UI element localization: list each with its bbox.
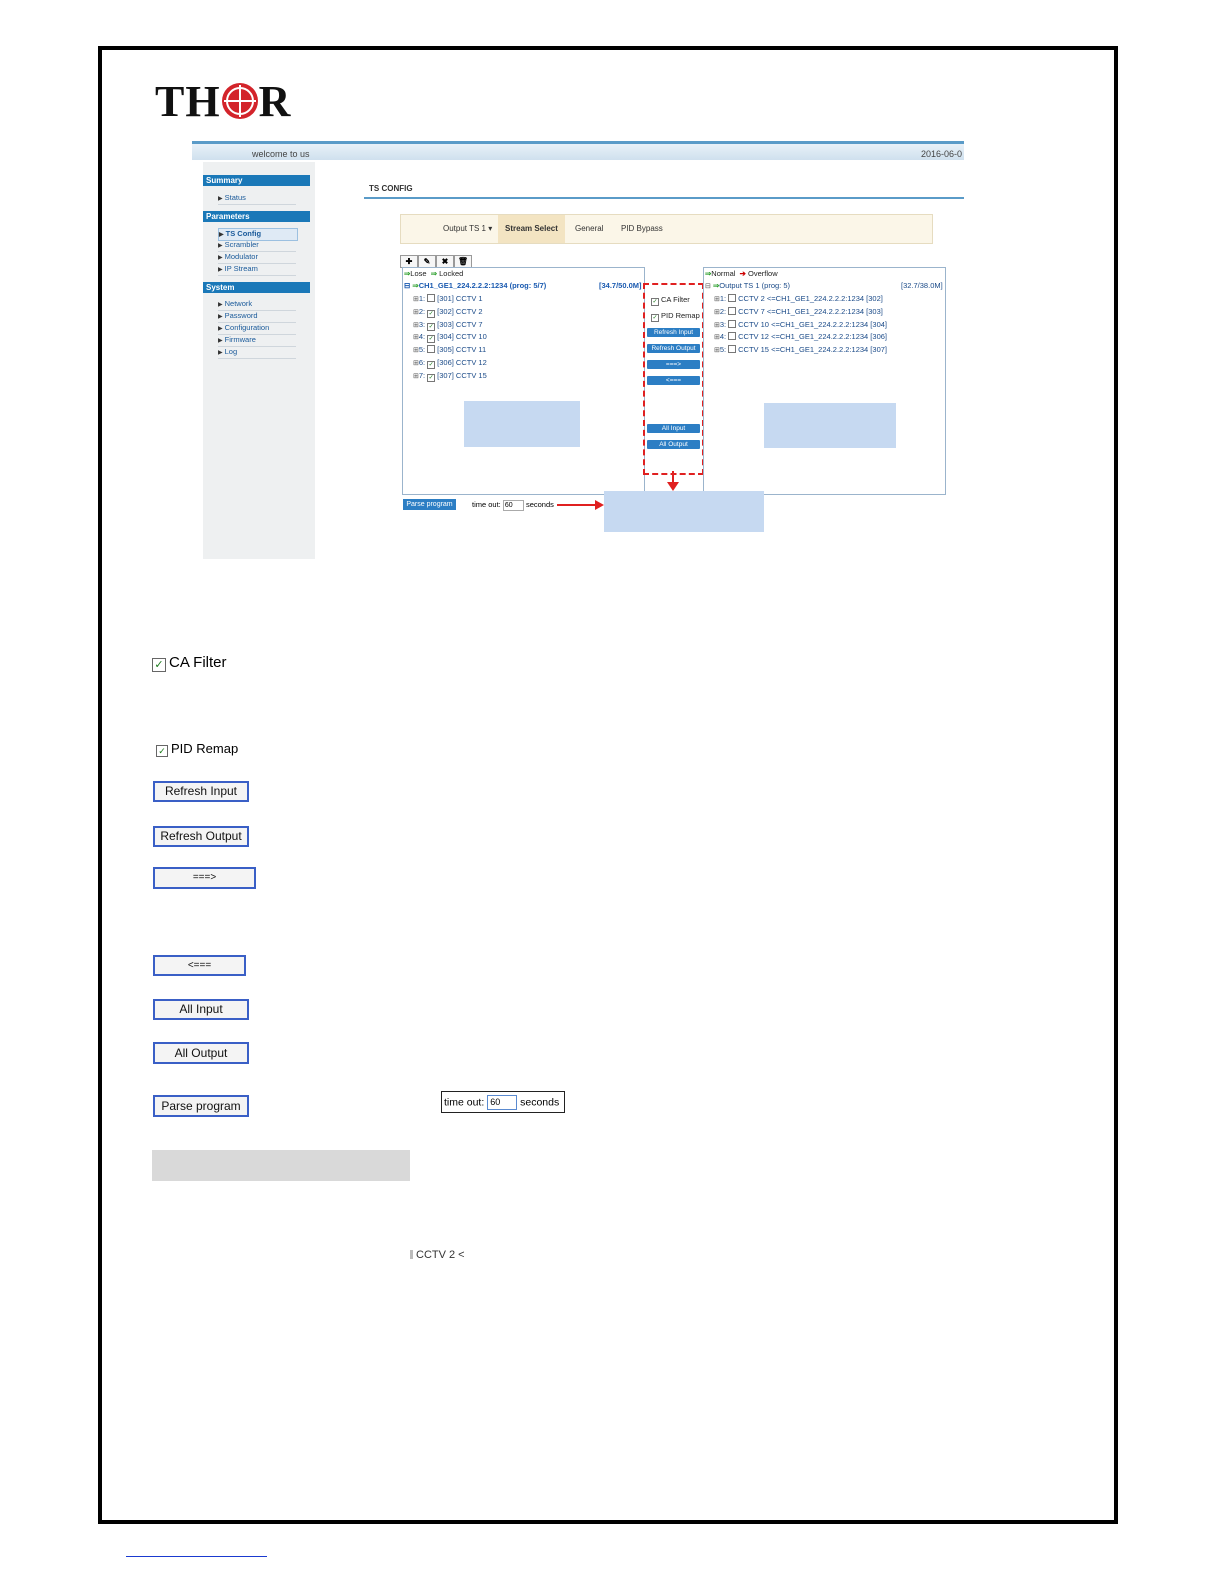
sidebar-section-system: System <box>203 282 310 293</box>
ts-config-screenshot <box>192 141 964 559</box>
ca-filter-checkbox[interactable]: ✓ CA Filter <box>652 295 690 305</box>
highlight-box <box>643 283 704 475</box>
checkbox[interactable] <box>728 345 736 353</box>
sidebar-item-password[interactable]: ▶ Password <box>218 311 296 323</box>
legend-to-input-button: <=== <box>153 955 246 976</box>
expand-icon[interactable]: ⊞ <box>413 347 419 355</box>
checkbox[interactable] <box>728 320 736 328</box>
output-legend: ⇒Normal ➔ Overflow <box>705 269 778 278</box>
move-to-input-button[interactable]: <=== <box>647 376 700 385</box>
sidebar-item-ts-config[interactable]: ▶ TS Config <box>218 228 298 241</box>
triangle-icon: ▶ <box>218 350 223 356</box>
triangle-icon: ▶ <box>218 255 223 261</box>
expand-icon[interactable]: ⊞ <box>714 347 720 355</box>
expand-icon[interactable]: ⊞ <box>413 308 419 316</box>
checkbox[interactable]: ✓ <box>428 323 434 330</box>
all-input-button[interactable]: All Input <box>647 424 700 433</box>
triangle-icon: ▶ <box>218 243 223 249</box>
triangle-icon: ▶ <box>218 267 223 273</box>
page-title: TS CONFIG <box>369 184 413 193</box>
tab-output-ts[interactable]: Output TS 1 ▾ <box>443 224 493 233</box>
placeholder-bar <box>152 1150 410 1181</box>
globe-icon <box>222 83 258 119</box>
pid-remap-checkbox[interactable]: ✓ PID Remap <box>652 311 700 321</box>
legend-parse-program-button: Parse program <box>153 1095 249 1117</box>
arrow-right-icon <box>557 504 597 506</box>
tab-pid-bypass[interactable]: PID Bypass <box>621 224 663 233</box>
arrow-down-head-icon <box>667 482 679 491</box>
date-text: 2016-06-0 <box>920 149 962 159</box>
expand-icon[interactable]: ⊞ <box>714 296 720 303</box>
checkbox[interactable] <box>728 294 736 302</box>
sidebar-item-configuration[interactable]: ▶ Configuration <box>218 323 296 335</box>
add-icon[interactable]: ✚ <box>400 255 418 268</box>
triangle-icon: ▶ <box>218 302 223 308</box>
expand-icon[interactable]: ⊞ <box>413 296 419 303</box>
expand-icon[interactable]: ⊞ <box>413 334 419 342</box>
legend-ca-filter: ✓ CA Filter <box>152 654 227 672</box>
arrow-right-head-icon <box>595 500 604 510</box>
checkbox[interactable] <box>728 307 736 315</box>
tab-general[interactable]: General <box>575 224 604 233</box>
cctv-snippet: CCTV 2 < <box>410 1249 465 1261</box>
sidebar <box>203 162 315 559</box>
expand-icon[interactable]: ⊞ <box>714 334 720 342</box>
output-program-row[interactable]: ⊞5: CCTV 15 <=CH1_GE1_224.2.2.2:1234 [307] <box>714 345 887 355</box>
legend-all-output-button: All Output <box>153 1042 249 1064</box>
sidebar-item-status[interactable]: ▶ Status <box>218 193 296 205</box>
welcome-text: welcome to us <box>252 149 310 159</box>
input-program-row[interactable]: ⊞1: [301] CCTV 1 <box>413 294 483 303</box>
input-channel-header[interactable]: ⊟ ⇒CH1_GE1_224.2.2.2:1234 (prog: 5/7) <box>404 281 547 290</box>
timeout-control: time out: 60 seconds <box>472 500 554 509</box>
sidebar-item-network[interactable]: ▶ Network <box>218 299 296 311</box>
thor-logo: TH R <box>155 77 292 126</box>
input-legend: ⇒Lose ⇒ Locked <box>404 269 464 278</box>
sidebar-item-log[interactable]: ▶ Log <box>218 347 296 359</box>
input-program-row[interactable]: ⊞4: ✓ [304] CCTV 10 <box>413 332 487 343</box>
input-program-row[interactable]: ⊞5: [305] CCTV 11 <box>413 345 487 355</box>
trash-icon[interactable]: 🗑 <box>454 255 472 268</box>
legend-refresh-input-button: Refresh Input <box>153 781 249 802</box>
tab-stream-select[interactable]: Stream Select <box>498 215 565 243</box>
callout-box <box>764 403 896 448</box>
input-program-row[interactable]: ⊞7: ✓ [307] CCTV 15 <box>413 370 487 381</box>
output-rate: [32.7/38.0M] <box>901 281 943 290</box>
refresh-input-button[interactable]: Refresh Input <box>647 328 700 337</box>
checkbox[interactable] <box>427 294 435 302</box>
triangle-icon: ▶ <box>218 326 223 332</box>
expand-icon[interactable]: ⊞ <box>714 321 720 329</box>
sidebar-section-summary: Summary <box>203 175 310 186</box>
input-panel <box>402 267 645 495</box>
input-rate: [34.7/50.0M] <box>599 281 642 290</box>
tab-bar <box>400 214 933 244</box>
all-output-button[interactable]: All Output <box>647 440 700 449</box>
output-ts-header[interactable]: ⊟ ⇒Output TS 1 (prog: 5) <box>705 281 790 290</box>
sidebar-item-modulator[interactable]: ▶ Modulator <box>218 252 296 264</box>
checkbox[interactable] <box>427 345 435 353</box>
checkbox[interactable]: ✓ <box>428 374 434 381</box>
checkbox[interactable] <box>728 332 736 340</box>
legend-pid-remap: ✓ PID Remap <box>156 741 238 757</box>
input-program-row[interactable]: ⊞3: ✓ [303] CCTV 7 <box>413 319 483 330</box>
expand-icon[interactable]: ⊞ <box>714 308 720 316</box>
input-program-row[interactable]: ⊞2: ✓ [302] CCTV 2 <box>413 306 483 317</box>
input-program-row[interactable]: ⊞6: ✓ [306] CCTV 12 <box>413 358 487 368</box>
legend-refresh-output-button: Refresh Output <box>153 826 249 847</box>
title-divider <box>364 197 964 199</box>
output-program-row[interactable]: ⊞1: CCTV 2 <=CH1_GE1_224.2.2.2:1234 [302] <box>714 294 883 303</box>
sidebar-item-scrambler[interactable]: ▶ Scrambler <box>218 240 296 252</box>
callout-box <box>464 401 580 447</box>
parse-program-button[interactable]: Parse program <box>403 499 456 510</box>
checkbox[interactable]: ✓ <box>428 336 434 343</box>
output-program-row[interactable]: ⊞4: CCTV 12 <=CH1_GE1_224.2.2.2:1234 [306] <box>714 332 887 342</box>
checkbox[interactable]: ✓ <box>428 310 434 317</box>
output-panel <box>703 267 946 495</box>
legend-all-input-button: All Input <box>153 999 249 1020</box>
legend-timeout-input: 60 <box>487 1095 517 1110</box>
legend-to-output-button: ===> <box>153 867 256 889</box>
output-program-row[interactable]: ⊞2: CCTV 7 <=CH1_GE1_224.2.2.2:1234 [303] <box>714 306 883 316</box>
footer-link-underline <box>126 1556 267 1557</box>
top-bar <box>192 141 964 160</box>
legend-timeout: time out: 60 seconds <box>441 1091 565 1113</box>
sidebar-item-firmware[interactable]: ▶ Firmware <box>218 335 296 347</box>
checkbox[interactable]: ✓ <box>428 362 434 368</box>
triangle-icon: ▶ <box>218 338 223 344</box>
sidebar-section-parameters: Parameters <box>203 211 310 222</box>
delete-icon[interactable]: ✖ <box>436 255 454 268</box>
checkbox-checked-icon: ✓ <box>152 658 166 672</box>
expand-icon[interactable]: ⊞ <box>413 360 419 367</box>
expand-icon[interactable]: ⊞ <box>413 321 419 329</box>
callout-box <box>604 491 764 532</box>
timeout-input[interactable]: 60 <box>503 500 524 511</box>
move-to-output-button[interactable]: ===> <box>647 360 700 369</box>
checkbox-checked-icon: ✓ <box>156 745 168 757</box>
expand-icon[interactable]: ⊞ <box>413 372 419 380</box>
triangle-icon: ▶ <box>219 232 224 238</box>
refresh-output-button[interactable]: Refresh Output <box>647 344 700 353</box>
sidebar-item-ip-stream[interactable]: ▶ IP Stream <box>218 264 296 276</box>
checkbox-fragment-icon <box>410 1250 413 1259</box>
edit-icon[interactable]: ✎ <box>418 255 436 268</box>
output-program-row[interactable]: ⊞3: CCTV 10 <=CH1_GE1_224.2.2.2:1234 [304] <box>714 319 887 329</box>
triangle-icon: ▶ <box>218 314 223 320</box>
triangle-icon: ▶ <box>218 196 223 202</box>
